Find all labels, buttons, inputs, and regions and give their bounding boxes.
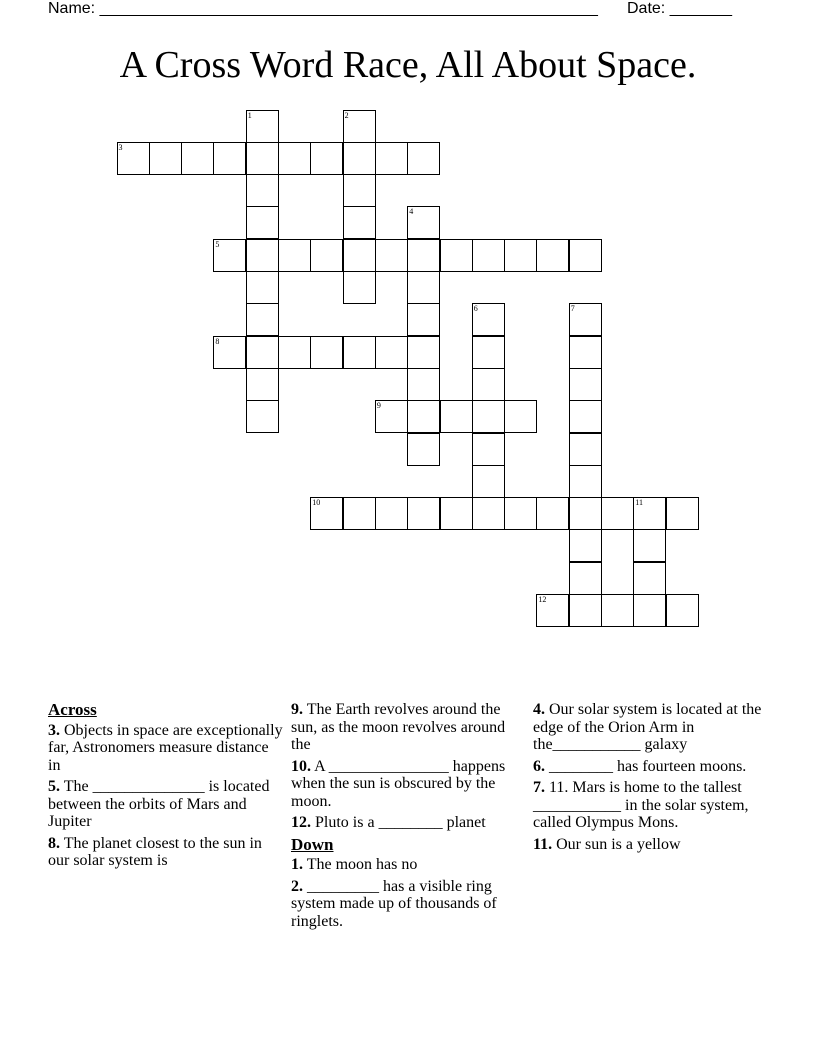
grid-cell[interactable] [246, 239, 279, 272]
grid-cell[interactable] [472, 433, 505, 466]
grid-cell[interactable] [666, 594, 699, 627]
grid-cell[interactable] [472, 368, 505, 401]
grid-cell[interactable] [149, 142, 182, 175]
grid-cell[interactable] [407, 336, 440, 369]
grid-cell[interactable] [246, 368, 279, 401]
grid-cell[interactable] [472, 336, 505, 369]
clues-column-1 [48, 701, 283, 874]
grid-cell[interactable] [536, 497, 569, 530]
grid-cell[interactable] [472, 497, 505, 530]
grid-cell[interactable] [569, 529, 602, 562]
grid-cell[interactable] [569, 594, 602, 627]
grid-cell[interactable] [343, 142, 376, 175]
grid-cell[interactable] [569, 465, 602, 498]
grid-cell[interactable] [407, 368, 440, 401]
grid-cell[interactable] [407, 239, 440, 272]
grid-cell[interactable] [504, 239, 537, 272]
clue-across-10: 10. A _______________ happens when the sun is obscured by the moon. [291, 757, 506, 810]
clue-down-2: 2. _________ has a visible ring system made up of thousands of ringlets. [291, 877, 497, 930]
grid-cell[interactable] [601, 497, 634, 530]
grid-cell[interactable] [569, 368, 602, 401]
grid-cell[interactable] [246, 206, 279, 239]
grid-cell[interactable] [472, 239, 505, 272]
grid-cell[interactable] [246, 110, 279, 143]
grid-cell[interactable] [440, 400, 473, 433]
grid-cell[interactable] [601, 594, 634, 627]
clue-across-5: 5. The ______________ is located between the orbits of Mars and Jupiter [48, 778, 270, 830]
grid-cell[interactable] [246, 336, 279, 369]
clue-number: 9 [376, 401, 381, 411]
clue-number: 11 [635, 498, 643, 508]
grid-cell[interactable] [440, 239, 473, 272]
grid-cell[interactable] [407, 433, 440, 466]
grid-cell[interactable] [666, 497, 699, 530]
clue-number: 4 [409, 207, 414, 217]
grid-cell[interactable] [633, 529, 666, 562]
grid-cell[interactable] [213, 239, 246, 272]
grid-cell[interactable] [213, 142, 246, 175]
grid-cell[interactable] [569, 497, 602, 530]
clue-down-6: 6. ________ has fourteen moons. [533, 757, 747, 775]
clue-number: 3 [118, 142, 123, 152]
grid-cell[interactable] [472, 303, 505, 336]
clue-number: 5 [215, 239, 220, 249]
grid-cell[interactable] [536, 594, 569, 627]
grid-cell[interactable] [343, 497, 376, 530]
clue-number: 7 [570, 304, 575, 314]
grid-cell[interactable] [407, 271, 440, 304]
grid-cell[interactable] [343, 239, 376, 272]
grid-cell[interactable] [246, 400, 279, 433]
clue-across-9: 9. The Earth revolves around the sun, as the moon revolves around the [291, 701, 506, 753]
grid-cell[interactable] [343, 271, 376, 304]
grid-cell[interactable] [213, 336, 246, 369]
grid-cell[interactable] [375, 142, 408, 175]
clue-across-8: 8. The planet closest to the sun in our solar system is [48, 834, 262, 869]
grid-cell[interactable] [246, 174, 279, 207]
grid-cell[interactable] [472, 465, 505, 498]
grid-cell[interactable] [310, 142, 343, 175]
clue-number: 6 [473, 304, 478, 314]
grid-cell[interactable] [310, 336, 343, 369]
grid-cell[interactable] [181, 142, 214, 175]
puzzle-title: A Cross Word Race, All About Space. [119, 44, 697, 86]
clue-across-12: 12. Pluto is a ________ planet [291, 814, 486, 831]
grid-cell[interactable] [569, 562, 602, 595]
grid-cell[interactable] [569, 433, 602, 466]
grid-cell[interactable] [310, 497, 343, 530]
grid-cell[interactable] [375, 239, 408, 272]
grid-cell[interactable] [246, 271, 279, 304]
grid-cell[interactable] [536, 239, 569, 272]
grid-cell[interactable] [310, 239, 343, 272]
clue-number: 2 [344, 110, 349, 120]
grid-cell[interactable] [569, 400, 602, 433]
grid-cell[interactable] [407, 206, 440, 239]
grid-cell[interactable] [407, 142, 440, 175]
grid-cell[interactable] [569, 303, 602, 336]
grid-cell[interactable] [633, 497, 666, 530]
grid-cell[interactable] [117, 142, 150, 175]
grid-cell[interactable] [278, 142, 311, 175]
down-heading: Down [291, 834, 334, 854]
clue-across-3: 3. Objects in space are exceptionally far, Astronomers measure distance in [48, 721, 283, 774]
grid-cell[interactable] [504, 400, 537, 433]
clue-number: 8 [215, 336, 220, 346]
across-heading: Across [48, 700, 97, 719]
name-field[interactable]: Name: ________________________________________________________ [48, 0, 598, 17]
clues-column-2 [291, 701, 526, 934]
clue-number: 12 [538, 595, 547, 604]
clue-down-1: 1. The moon has no [291, 856, 418, 873]
clue-number: 1 [247, 110, 252, 120]
grid-cell[interactable] [633, 562, 666, 595]
clue-down-4: 4. Our solar system is located at the edge of the Orion Arm in the___________ galaxy [533, 701, 762, 753]
grid-cell[interactable] [278, 239, 311, 272]
grid-cell[interactable] [407, 303, 440, 336]
grid-cell[interactable] [343, 336, 376, 369]
grid-cell[interactable] [633, 594, 666, 627]
grid-cell[interactable] [569, 336, 602, 369]
clue-number: 10 [312, 498, 321, 508]
grid-cell[interactable] [472, 400, 505, 433]
grid-cell[interactable] [343, 206, 376, 239]
grid-cell[interactable] [569, 239, 602, 272]
grid-cell[interactable] [440, 497, 473, 530]
grid-cell[interactable] [343, 110, 376, 143]
grid-cell[interactable] [278, 336, 311, 369]
grid-cell[interactable] [343, 174, 376, 207]
clue-down-11: 11. Our sun is a yellow [533, 835, 681, 853]
grid-cell[interactable] [407, 497, 440, 530]
grid-cell[interactable] [407, 400, 440, 433]
grid-cell[interactable] [375, 497, 408, 530]
grid-cell[interactable] [246, 303, 279, 336]
grid-cell[interactable] [375, 400, 408, 433]
grid-cell[interactable] [375, 336, 408, 369]
clues-column-3 [533, 701, 768, 857]
clue-down-7: 7. 11. Mars is home to the tallest ___________ in the solar system, called Olympus Mons. [533, 779, 749, 831]
grid-cell[interactable] [504, 497, 537, 530]
grid-cell[interactable] [246, 142, 279, 175]
date-field[interactable]: Date: _______ [627, 0, 732, 17]
